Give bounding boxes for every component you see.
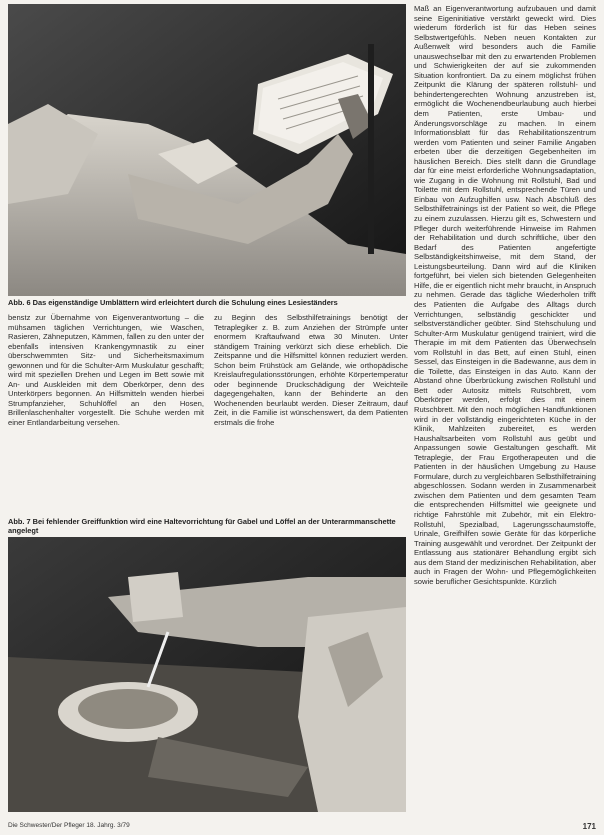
page-footer	[8, 822, 596, 831]
text-column-right	[414, 4, 596, 586]
photo-reading-stand-image	[8, 4, 406, 296]
page-number: 171	[582, 822, 596, 831]
paragraph: Maß an Eigenverantwortung aufzubauen und damit seine Eigeninitiative verstärkt geweckt wird. Dies wiederum förderlich ist für das Heben seines Selbstwertgefühls. Neben neuen Kontakten zur Außenwelt wird besonders auch die Familie unauswechselbar mit den zu erwartenden Problemen und Schwierigkeiten der auf sie zukommenden Situation konfrontiert. Da zu einem möglichst frühen Zeitpunkt die Klärung der späteren rollstuhl- und behindertengerechten Wohnung anzustreben ist, ermöglicht die Wochenendbeurlaubung auch hierbei dem Patienten, erste Umbau- und Änderungsvorschläge zu machen. In einem Informationsblatt für das Rehabilitationszentrum werden vom Patienten und seiner Familie Angaben erbeten über die derzeitigen Gegebenheiten im häuslichen Bereich. Dies stellt dann die Grundlage dar für eine meist erforderliche Wohnungsadaptation, wie Zugang in die Wohnung mit Rollstuhl, Bad und Toilette mit dem Rollstuhl, entsprechende Türen und Einbau von Aufzughilfen usw. Nach Abschluß des Selbsthilfetrainings ist der Patient so weit, die Pflege zu einem zuzulassen. Hierzu gilt es, Schwestern und Pfleger durch weiterführende Hinweise im Rahmen der Rehabilitation und durch schriftliche, über den Bedarf des Patienten angefertigte Selbständigkeitshinweise, mit dem Stand, der Leistungsbeurteilung. Dann wird auf die Kliniken fortgeführt, bei vielen sich bietenden Gelegenheiten Hilfe, die er eigentlich nicht mehr braucht, in Anspruch zu nehmen. Gerade das tägliche Wiederholen trifft des Patienten die Aufgabe des Alltags durch Verrichtungen, selbständig geschickter und selbstverständlicher geübter. Sind Stehschulung und Schulter-Arm Muskulatur genügend trainiert, wird die Therapie im mit dem Patienten das Überwechseln vom Rollstuhl in das Bett, auf einen Stuhl, einen Sessel, das Einsteigen in die Badewanne, aus dem in die Toilette, das Einsteigen in das Auto. Kann der Abstand ohne Überbrückung zwischen Rollstuhl und Bett oder Autositz mittels Rutschbrett, vom Oberkörper werden, erfolgt dies mit einem Rutschbrett. Mit den noch möglichen Handfunktionen wird in der vollständig eingerichteten Küche in der Klinik, Mahlzeiten zubereitet, es werden Haushaltsarbeiten vom Rollstuhl aus geübt und Anpassungen sowie Gestaltungen geschafft. Mit Tetraplegie, der Frau Ergotherapeuten und die Patienten in der häuslichen Umgebung zu Hause Formulare, durch zu vergleichbaren Selbsthilfetraining abgeschlossen. Sodann werden in Zusammenarbeit zwischen dem Patienten und dem gesamten Team die entsprechenden Hilfsmittel wie geeignete und richtige Fahrstühle mit Zubehör, mit ein Elektro-Rollstuhl, Spezialbad, Lagerungsschaumstoffe, Urinale, Greifhilfen sowie Geräte für das körperliche Training ausgewählt und verordnet. Der Zeitpunkt der Entlassung aus stationärer Behandlung ergibt sich aus dem Stand der medizinischen Rehabilitation, aber auch in Fragen der Wohn- und Pflegemöglichkeiten sowie beruflicher Gesichtspunkte. Kürzlich	[414, 4, 596, 586]
paragraph: benstz zur Übernahme von Eigenverantwortung – die mühsamen täglichen Verrichtungen, wie Waschen, Rasieren, Zähneputzen, Kämmen, fallen zu den unter der ebenfalls intensiven Krankengymnastik zu einer überschwemmten Sitz- und Sicherheitsmaximum gewonnen und für die Schulter-Arm Muskulatur geschafft; wird mit speziellen Drehen und Legen im Bett sowie mit An- und Auskleiden mit dem Oberkörper, denn des Unterkörpers begonnen. An Hilfsmitteln wenden hierbei Strumpfanzieher, Schuhlöffel an den Hosen, Brillenlaschenhalter vorgestellt. Die Schuhe werden mit einer Entlandarbeitung versehen.	[8, 313, 204, 428]
photo-reading-stand	[8, 4, 406, 296]
text-column-middle-left	[8, 313, 204, 428]
photo-eating-aid-image	[8, 537, 406, 812]
figure-caption-bottom: Abb. 7 Bei fehlender Greiffunktion wird eine Haltevorrichtung für Gabel und Löffel an der Unterarmmanschette angelegt	[8, 517, 396, 535]
photo-eating-aid	[8, 537, 406, 812]
figure-caption-top: Abb. 6 Das eigenständige Umblättern wird erleichtert durch die Schulung eines Lesieständers	[8, 298, 338, 307]
journal-citation: Die Schwester/Der Pfleger 18. Jahrg. 3/79	[8, 822, 130, 829]
paragraph: zu Beginn des Selbsthilfetrainings benötigt der Tetraplegiker z. B. zum Anziehen der Strümpfe unter enormem Kraftaufwand etwa 30 Minuten. Unter ständigem Training verkürzt sich diese erheblich. Die Zeitspanne und die Hilfsmittel können reduziert werden. Schon beim Frühstück am Gelände, wie orthopädische Kreislaufregulationsstörungen, erhöhte Körpertemperatur oder beginnende Druckschädigung der Weichteile dagegengehalten, kann der Behinderte an den Wochenenden beurlaubt werden. Dieser Zeitraum, dauf Zeit, in die Familie ist wünschenswert, da dem Patienten erstmals die frohe	[214, 313, 408, 428]
text-column-middle-right	[214, 313, 408, 428]
